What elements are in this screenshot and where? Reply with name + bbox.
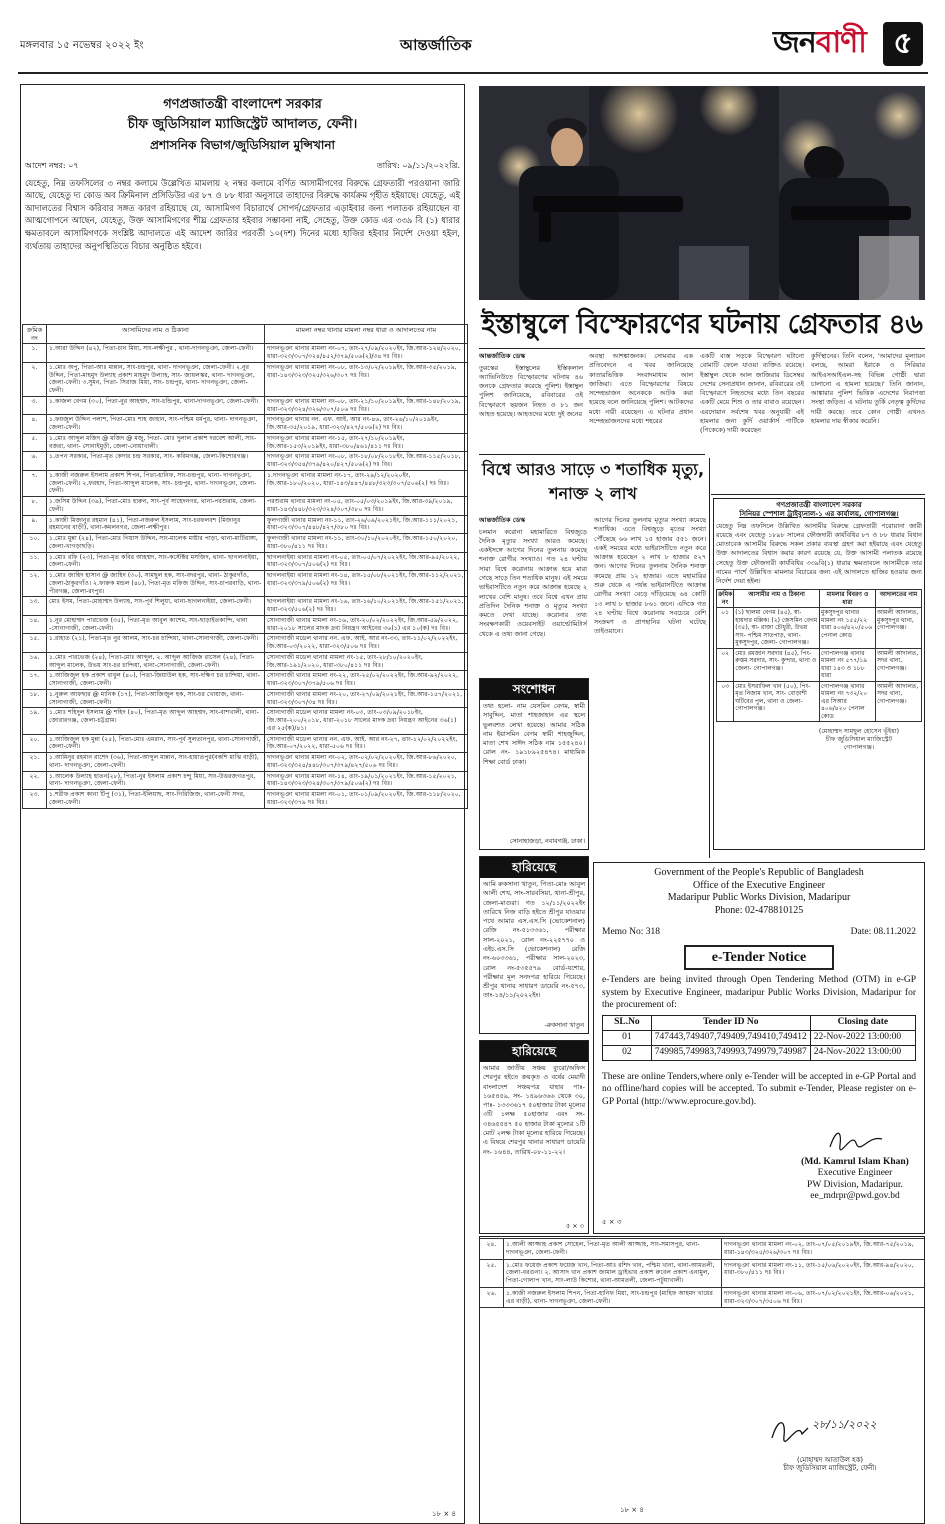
headline-istanbul: ইস্তাম্বুলে বিস্ফোরণের ঘটনায় গ্রেফতার ৪৬ [481, 309, 923, 340]
e-tender-notice [593, 862, 925, 1234]
col-header-case: মামলা নম্বর থানার মামলা নম্বর ধারা ও আদালতের নাম [265, 325, 468, 344]
accused-row-cell: ১৬. [23, 652, 47, 671]
accused-row-cell: ৭. [23, 470, 47, 496]
gopalganj-col-header: মামলার বিবরণ ও ধারা [820, 590, 876, 608]
accused-row-cell: ১.মোঃ মুন্না (২৪), পিতা-মোঃ গিয়াস উদ্দিন, সাং-মালেক মাষ্টার পাড়া, থানা-মাটিরাঙ্গা, জেলা-খাগড়াছড়ি। [47, 534, 265, 553]
accused-row-cell: দাগনভূঞা থানার মামলা নং-০৮, তাং-২১/১০/২০১৯ইং, জি.আর-১৪৮/২০১৯, ধারা-৩২৩/৩২৪/৩২৬/৩০৭/৫০৬ দঃ বিঃ। [265, 396, 468, 415]
accused-row-cell: ছাগলনাইয়া থানার মামলা নং-১৪, তাং-১৫/০৮/২০২১ইং, জি.আর-১১২/২০২১, ধারা-৩২৩/৩৭৯/৫০৬(২) দঃ বিঃ। [265, 571, 468, 597]
accused-row [23, 771, 468, 790]
tender-row-cell: 749985,749983,749993,749979,749987 [651, 1046, 810, 1061]
tender-intro: e-Tenders are being invited through Open Tendering Method (OTM) in e-GP system by Executive Engineer, madaripur Public Works Division, Madaripur for the procurement of: [602, 975, 916, 1011]
tender-signer-office: PW Division, Madaripur. [807, 1179, 903, 1190]
gopalganj-row [717, 608, 922, 649]
court-notice-gopalganj [713, 498, 925, 850]
accused-table-continued [479, 1238, 925, 1308]
accused-row-cell: ১.আজিজুল হক মুন্না (২৫), পিতা-মোঃ এমরান, সাং-পূর্ব সুলতানপুর, থানা-সোনাগাজী, জেলা-ফেনী। [47, 734, 265, 753]
accused-row-cell: ফুলগাজী থানার মামলা নং-১১, তাং-২৬/০৯/২০২১ইং, জি.আর-১১১/২০২১, ধারা-৩২৩/৩০৭/৪৪৮/৪২৭/৩৮০ দঃ বিঃ। [265, 515, 468, 534]
accused-row-cell: দাগনভূঞা থানার মামলা নং-০৮, তাং-১৩/০২/২০১৯ইং, জি.আর-৩৫/২০১৯, ধারা-১৪৩/৩২৩/৩২৫/৩২৬/৩০৭ দঃ বিঃ। [265, 362, 468, 396]
accused-row-cell: দাগনভূঞা থানার মামলা নং-০৭, তাং-২৭/০৯/২০২০ইং, জি.আর-১২৪/২০২০, ধারা-৩২৩/৩০৭/৩২৪/৪৫২/৩৭৯/৫০৬(২)/৩৪ দঃ বিঃ। [265, 344, 468, 363]
correction-signer: সোনাহাজড়া, নবাবগঞ্জ, ঢাকা। [509, 838, 585, 846]
gopalganj-row-cell: আমলী আদালত, সদর থানা, গোপালগঞ্জ। [876, 681, 922, 722]
tender-signer-email: ee_mdrpr@pwd.gov.bd [810, 1191, 900, 1202]
story1-col-1 [479, 352, 583, 419]
tender-row-cell: 22-Nov-2022 13:00:00 [810, 1031, 915, 1046]
accused-row-cell: ২৬. [480, 1287, 504, 1308]
gopalganj-col-header: ক্রমিক নং [718, 591, 733, 606]
gopalganj-row [717, 681, 922, 722]
accused-row-cell: ১.মোঃ অপু, পিতা-আঃ মান্নান, সাং-চন্দ্রপুর, থানা- দাগনভূঞা, জেলা-ফেনী। ২.নুর উদ্দিন, পিতা-মাহমুদ উল্যাহ প্রকাশ মাহমুদ উল্যাহ, সাং- জায়লস্কর, থানা- দাগনভূঞা, জেলা-ফেনী। ৩.সুমন, পিতা- সিরাজ মিয়া, সাং- চন্দ্রপুর, থানা- দাগনভূঞা, জেলা-ফেনী। [47, 362, 265, 396]
accused-row-cell: ১.নুর মোহাম্মদ পারভেজ (৩৫), পিতা-মৃত আবুল কাশেম, সাং-ছাড়াইতকান্দি, থানা -সোনাগাজী, জেলা-ফেনী। [47, 615, 265, 634]
accused-row [480, 1239, 925, 1260]
lost-1-text: আমি রুকসানা খাতুন, পিতা-মোঃ আবুল আলী শেখ, সাং-সারবসিয়া, থানা-শ্রীপুর, জেলা-মাগুরা। গত ১২/১১/২০২২ইং তারিখে নিজ বাড়ি হইতে শ্রীপুর যাওয়ার পথে আমার এস.এস.সি (ভোকেশনাল) রেজি নং-৫১৩৩৬১, পরীক্ষার সাল-২০২১, রোল নং-২২৫৭৭০ ও এইচ.এস.সি (ভোকেশনাল) রেজি নং-৬০৩৩৬১, পরীক্ষার সাল-২০২৩, রোল নং-৫৩৫৫৭৯ বোর্ড-যশোর, পরীক্ষার মূল সনদপত্র হারিয়ে গিয়েছে। শ্রীপুর থানার সাধারণ ডায়েরি নং-৫৭৩, তাং-১৪/১১/২০২২ইং। [483, 880, 585, 1000]
col-header-serial: ক্রমিক নং [23, 325, 47, 344]
accused-row-cell: দাগনভূঞা থানার মামলা নং-১১, তাং-১৫/০৬/২০২০ইং, জি.আর-৯৪/২০২০, ধারা-৩৮০/৪১১ দঃ বিঃ। [722, 1259, 925, 1287]
accused-row-cell: পরশুরাম থানার মামলা নং-০৫, তাং-০৫/০৩/২০১৯ইং, জি.আর-৩৯/২০১৯, ধারা-১৪৩/৪৪৮/৩২৩/৩২৪/৩০৭/৩৮০ দঃ বিঃ। [265, 497, 468, 516]
accused-row-cell: সোনাগাজী মডেল থানার নন. এফ. আই. আর নং-২৭, তাং-১২/০২/২০২২ইং, জি.আর-০৭/২০২২, ধারা-৫০৬ দঃ বিঃ। [265, 734, 468, 753]
accused-row-cell: ১.রাহাত (২১), পিতা-মৃত নুর আলম, সাং-চর চান্দিয়া, থানা-সোনাগাজী, জেলা-ফেনী। [47, 634, 265, 653]
accused-row [23, 552, 468, 571]
accused-row-cell: ১৮. [23, 689, 47, 708]
accused-row-cell: ৫. [23, 433, 47, 452]
story1-dateline: আন্তর্জাতিক ডেস্ক [479, 352, 526, 360]
accused-row-cell: দাগনভূঞা থানার মামলা নং-০১, তাং-০১/০৯/২০২০ইং, জি.আর-১১৮/২০২০, ধারা-৩২৩/৩৭৯ দঃ বিঃ। [265, 790, 468, 809]
accused-row [23, 790, 468, 809]
photo-illustration [479, 86, 925, 300]
accused-row-cell: ১.ফয়জুল উদ্দিন পলাশ, পিতা-মোঃ শাহ জাহান, সাং-পশ্চিম ধর্মপুর, থানা- দাগনভূঞা, জেলা-ফেনী। [47, 415, 265, 434]
order-date: তারিখ: ০৯/১১/২০২২খ্রি. [376, 160, 460, 170]
accused-row-cell: ১৯. [23, 708, 47, 734]
accused-row-cell: দাগনভূঞা থানার মামলা নং-০২, তাং-০২/০২/২০২০ইং, জি.আর-৮৬/২০২০, ধারা-৩২৩/৩২৪/৪৪৮/৩০৭/৩৭৯/৪২৭/৫০৬ দঃ বিঃ। [265, 753, 468, 772]
tender-line-4: Phone: 02-478810125 [714, 904, 804, 916]
accused-row-cell: ১.শরীফ প্রকাশ কানা টিপু (৩১), পিতা-ইলিয়াছ, সাং-গিরিজিজ, থানা-ফেনী সদর, জেলা-ফেনী। [47, 790, 265, 809]
accused-row [23, 362, 468, 396]
accused-row [480, 1259, 925, 1287]
accused-row-cell: ১.আজিজুল হক প্রকাশ বাবুল (৪০), পিতা-জিয়াউল হক, সাং-দক্ষিণ চর চান্দিয়া, থানা-সোনাগাজী, জেলা-ফেনী। [47, 671, 265, 690]
accused-row-cell: ছাগলনাইয়া থানার মামলা নং-১৬, তাং-১৬/১০/২০২১ইং, জি.আর-১৫১/২০২১, ধারা-৩২৩/৫০৬(২) দঃ বিঃ। [265, 597, 468, 616]
accused-row-cell: দাগনভূঞা থানার মামলা নং-০৮, তাং-১৮/০৮/২০১৮ইং, জি.আর-১১৫/২০১৮, ধারা-৩২৩/৩৫৪/৩৭৯/৪২০/৪২৭/৫০৬(২) দঃ বিঃ। [265, 452, 468, 471]
accused-row-cell: ১.কাজী নজরুল ইসলাম শিপন, পিতা-হানিফ মিয়া, সাং-চন্দ্রপুর (মাহিফ আহমদ খায়ের এর বাড়ী), থানা- দাগনভূঞা, জেলা-ফেনী। [504, 1287, 722, 1308]
tender-signer-title: Executive Engineer [817, 1168, 893, 1179]
accused-row-cell: ২২. [23, 771, 47, 790]
tender-date: Date: 08.11.2022 [850, 927, 916, 937]
story2-col-1 [479, 516, 587, 639]
tender-line-1: Government of the People's Republic of Bangladesh [654, 867, 864, 878]
tender-row-cell: 01 [603, 1031, 652, 1046]
story1-col-2: অবস্থা আশঙ্কাজনক। সোমবার এক প্রতিবেদনে এ খবর জানিয়েছে কাতারভিত্তিক সংবাদমাধ্যম আল জাজিরা। এতে বিস্ফোরণের বিষয়ে সন্দেহভাজন অনেককে আটক করা হয়েছে বলে জানিয়েছে পুলিশ। আটকদের মধ্যে নারী রয়েছেন। এ ঘটনার প্রধান সন্দেহভাজনদের মধ্যে শহরের [589, 352, 693, 425]
accused-row-cell: দাগনভূঞা থানার মামলা নং-১৪, তাং-১৯/০১/২০২১ইং, জি.আর-১৫/২০২১, ধারা-১৪৩/৩২৩/৩২৪/৩০৭/৩৭৯/৫০৬(২) দঃ বিঃ। [265, 771, 468, 790]
accused-row [23, 344, 468, 363]
accused-row-cell: সোনাগাজী থানার মামলা নং-২২, তাং-২৫/০২/২০২২ইং, জি.আর-৯২/২০২২, ধারা-৩২৩/৩০৭/৩৭৯/৫০৬ দঃ বিঃ। [265, 671, 468, 690]
signature-date: ২৮/১১/২০২২ [812, 1418, 877, 1431]
tender-table [602, 1015, 916, 1061]
tender-title: e-Tender Notice [684, 945, 834, 971]
gopalganj-row-cell: গোপালগঞ্জ থানার মামলা নং ৫৭৭/১৯ ধারা ১৪৩ ও ১৮৮ ধারা [820, 648, 876, 681]
gopalganj-row-cell: গোপালগঞ্জ থানার মামলা নং ৭৩২/২০ এর সিআর ৪০৬/৪২০ পেনাল কোড [820, 681, 876, 722]
gopalganj-signer-place: গোপালগঞ্জ। [843, 743, 875, 751]
story2-text-1: চলমান করোনা মহামারিতে বিশ্বজুড়ে দৈনিক মৃত্যুর সংখ্যা আরও কমেছে। একইসঙ্গে আগের দিনের তুলনায় কমেছে শনাক্ত রোগীর সংখ্যাও। গত ২৪ ঘণ্টায় সারা বিশ্বে করোনায় আক্রান্ত হয়ে মারা গেছে সাড়ে তিন শতাধিক মানুষ। এই সময়ে ভাইরাসটিতে নতুন করে আক্রান্ত হয়েছে ২ লাখের বেশি মানুষ। তবে বিশ্বে এখন প্রায় প্রতিদিন দৈনিক শনাক্ত ও মৃত্যুর সংখ্যা কমতে দেখা যাচ্ছে। করোনার তথ্য সংরক্ষণকারী ওয়েবসাইট ওয়ার্ল্ডোমিটার্স থেকে এ তথ্য জানা গেছে। [479, 527, 587, 638]
gopalganj-line-1: গণপ্রজাতন্ত্রী বাংলাদেশ সরকার [776, 501, 862, 509]
accused-row-cell: ১.আরা উদ্দিন (৪২), পিতা-চান মিয়া, সাং-লক্ষীপুর , থানা-দাগনভূঞা, জেলা-ফেনী। [47, 344, 265, 363]
accused-row [23, 571, 468, 597]
accused-row-cell: ১৪. [23, 615, 47, 634]
news-photo-istanbul-police [479, 86, 925, 300]
right-size: ১৮ × ৪ [620, 1506, 644, 1514]
lost-1-signer: -রুকসানা খাতুন [544, 1022, 584, 1030]
gopalganj-row-cell: ০১ [717, 608, 734, 649]
section-title: আন্তর্জাতিক [400, 36, 472, 54]
accused-table [22, 324, 468, 809]
accused-row [23, 734, 468, 753]
tender-col-header: Closing date [810, 1016, 915, 1031]
accused-row [23, 534, 468, 553]
gopalganj-table [716, 589, 922, 722]
accused-row-cell: ৮. [23, 497, 47, 516]
lost-2-size: ৫ × ৩ [565, 1221, 584, 1230]
tender-row [603, 1046, 916, 1061]
order-number: আদেশ নম্বর: ০৭ [25, 160, 79, 170]
story1-col-4: কুর্দিস্থানের। তিনি বলেন, 'আমাদের মূল্যায়ন বলছে, আমরা ইরাকে ও সিরিয়ার আইএসআইএল-সহ বিভিন্ন গোষ্ঠী দ্বারা চালানো এ হামলা হয়েছে।' তিনি জানান, আঙ্কারার পুলিশ ভিত্তিক এদেশের নিরাপত্তা সংস্থা জড়িত। এ ঘটনায় তুর্কি নেতৃত্ব কুর্দিদের দায়ী করছে। তবে কোন গোষ্ঠী এখনও হামলার দায় স্বীকার করেনি। [811, 352, 925, 425]
accused-row [23, 396, 468, 415]
cjm-name: (মোহাম্মদ আতাউল হক) [797, 1456, 863, 1464]
notice-line-1: গণপ্রজাতন্ত্রী বাংলাদেশ সরকার [163, 97, 322, 112]
correction-box [479, 678, 589, 850]
accused-row [480, 1287, 925, 1308]
lost-1-title: হারিয়েছে [480, 857, 588, 878]
accused-row [23, 708, 468, 734]
accused-row-cell: ২৪. [480, 1239, 504, 1260]
accused-row [23, 433, 468, 452]
accused-row-cell: ১.আলী আজ্জাহ প্রকাশ সোহেল, পিতা-মৃত আলী আজ্জাহ, সাং-সমাসপুর, থানা-দাগনভূঞা, জেলা-ফেনী। [504, 1239, 722, 1260]
accused-row-cell: ১.মোঃ পারভেজ (২৪), পিতা-মোঃ আব্দুল, ২. আব্দুল আজিজ রাসেল (২৪), পিতা-আব্দুল মালেক, উভয় সাং-চর চান্দিয়া, থানা-সোনাগাজী, জেলা-ফেনী। [47, 652, 265, 671]
gopalganj-col-header: আদালতের নাম [876, 590, 922, 608]
tender-row [603, 1031, 916, 1046]
gopalganj-row-cell: আমলী আদালত, সদর থানা, গোপালগঞ্জ। [876, 648, 922, 681]
gopalganj-line-2: সিনিয়র স্পেশাল ট্রাইব্যুনাল-১ এর কার্যালয়, গোপালগঞ্জ। [739, 509, 899, 518]
accused-row-cell: ১.মোঃ ফয়েজ প্রকাশ ফয়েজ খান, পিতা-আঃ রশিদ খান, পশ্চিম খানা, থানা-আমতলী, জেলা-বরগুনা। ২. আসাদ খান প্রকাশ জামাল ড্রাইভার প্রকাশ রুবেল প্রকাশ এনামুল, পিতা-গোলাপ খান, সাং-লাউ কিশোর, থানা-আমতলী, জেলা-পটুয়াখালী। [504, 1259, 722, 1287]
accused-row [23, 753, 468, 772]
gopalganj-row-cell: মোঃ ইসরাফিল খান (৫০), পিং- মৃত নিজাম খান, সাং- বোড়াশী ঘটিবের পুল, থানা ও জেলা- গোপালগঞ্জ। [734, 681, 820, 722]
accused-row-cell: ১২. [23, 571, 47, 597]
accused-row-cell: ২৫. [480, 1259, 504, 1287]
accused-row-cell: ১.মোঃ শহিদুল ইসলাম @ শহিদ (৪০), পিতা-মৃত আব্দুল আহম্মদ, সাং-বাশখালী, থানা-জোরারগঞ্জ, জেলা-চট্টগ্রাম। [47, 708, 265, 734]
accused-row-cell: ২. [23, 362, 47, 396]
accused-row-cell: ২১. [23, 753, 47, 772]
accused-row-cell: ৪. [23, 415, 47, 434]
gopalganj-col-header: আসামীর নাম ও ঠিকানা [734, 590, 820, 608]
tender-row-cell: 747443,749407,749409,749410,749412 [651, 1031, 810, 1046]
accused-row-cell: ১.জসিম উদ্দিন (৩৯), পিতা-মোঃ হারুন, সাং-পূর্ব সাহেদনগর, থানা-পরশুরাম, জেলা-ফেনী। [47, 497, 265, 516]
accused-row-cell: ফুলগাজী থানার মামলা নং-১১, তাং-৩০/১০/২০২০ইং, জি.আর-১৫০/২০২০, ধারা-৩৮০/৪১১ দঃ বিঃ। [265, 534, 468, 553]
accused-row-cell: ১৫. [23, 634, 47, 653]
page-number: ৫ [883, 22, 923, 66]
header-date: মঙ্গলবার ১৫ নভেম্বর ২০২২ ইং [20, 40, 144, 51]
accused-row-cell: ছাগলনাইয়া থানার মামলা নং-০৫, তাং-০৫/০৭/২০২২ইং, জি.আর-৯৫/২০২২, ধারা-৩২৩/৩০৭/৫০৬(২) দঃ বিঃ। [265, 552, 468, 571]
tender-memo: Memo No: 318 [602, 927, 661, 937]
accused-row-cell: ১.মোঃ আব্দুল মজিদ @ মজিদ @ মজু, পিতা- মোঃ দুলাল প্রকাশ দরবেশ আলী, সাং- বজরা, থানা- সোনাইমুড়ী, জেলা-নোয়াখালী। [47, 433, 265, 452]
accused-row-cell: ১.কাজল বেগম (৩০), পিতা-নুর আহম্মদ, সাং-চন্ডিপুর, থানা-দাগনভূঞা, জেলা-ফেনী। [47, 396, 265, 415]
accused-row-cell: দাগনভূঞা থানার মামলা নং-০৬, তাং-০৭/০২/২০২১ইং, জি.আর-০৬/২০২১, ধারা-৩২৩/৩০৭/৩৫০৬ দঃ বিঃ। [722, 1287, 925, 1308]
cjm-title: চীফ জুডিসিয়াল ম্যাজিস্ট্রেট, ফেনী। [783, 1464, 877, 1473]
col-header-accused: আসামিদের নাম ও ঠিকানা [47, 325, 265, 344]
lost-notice-1 [479, 856, 589, 1034]
tender-col-header: SL.No [603, 1016, 652, 1031]
gopalganj-row [717, 648, 922, 681]
tender-row-cell: 02 [603, 1046, 652, 1061]
newspaper-logo [773, 22, 923, 68]
gopalganj-row-cell: ০২ [717, 648, 734, 681]
story1-text-1: তুরস্কের ইস্তাম্বুলের ইস্তিকলাল অ্যাভিনিউতে বিস্ফোরণের ঘটনায় ৪৬ জনকে গ্রেফতার করেছে পুলিশ। ইস্তাম্বুল পুলিশ জানিয়েছে, রবিবারের ওই বিস্ফোরণে ছয়জন নিহত ও ৮১ জন আহত হয়েছে। আহতদের মধ্যে দুই জনের [479, 363, 583, 418]
gopalganj-row-cell: আমলী আদালত, মুকসুদপুর থানা, গোপালগঞ্জ। [876, 608, 922, 649]
tender-line-3: Madaripur Public Works Division, Madaripur [667, 892, 851, 903]
tender-note: These are online Tenders,where only e-Tender will be accepted in e-GP Portal and no offline/hard copies will be accepted. To submit e-Tender, Please register on e-GP Portal (http://www.eprocure.gov.bd). [602, 1072, 916, 1107]
notice-line-3: প্রশাসনিক বিভাগ/জুডিসিয়াল মুন্সিখানা [150, 137, 335, 152]
notice-line-2: চীফ জুডিসিয়াল ম্যাজিস্ট্রেট আদালত, ফেনী। [127, 117, 358, 133]
accused-row-cell: ২৩. [23, 790, 47, 809]
tender-size: ৫ × ৩ [602, 1218, 622, 1227]
accused-row [23, 415, 468, 434]
accused-row-cell: দাগনভূঞা থানার মামলা নং-০২, তাং-০৭/০৫/২০১৯ইং, জি.আর-৭৫/২০১৯, ধারা-১৪৩/৩২৫/৩২৬/৩০৭ দঃ বিঃ। [722, 1239, 925, 1260]
correction-title: সংশোধন [480, 679, 588, 700]
accused-row-cell: ১.কাজী মিজানুর রহমান (৪১), পিতা-নজরুল ইসলাম, সাং-চরফলবশ (মিজানুর রহমানের বাড়ী), থানা-কমলনগর, জেলা-লক্ষীপুর। [47, 515, 265, 534]
story1-col-3: একটি ব্যস্ত সড়কে বিস্ফোরণ ঘটানো বোমাটি ফেলে যাওয়া ব্যক্তিও রয়েছে। ইস্তাম্বুল থেকে আল জাজিরার ডিসেম্বর দেশের সেনাপ্রধান জানান, রবিবারের ওই বিস্ফোরণে নিহতদের মধ্যে তিন বছরের একটি মেয়ে শিশু ও তার বাবাও রয়েছেন। এরদোয়ান সর্বশেষ খবর অনুযায়ী এই হামলার জন্য কুর্দি ওয়ার্কার্স পার্টিকে (পিকেকে) দায়ী করেছেন [700, 352, 804, 435]
accused-row-cell: ১.আমিনুর রহমান রাশেদ (৩৬), পিতা-আব্দুল মান্নান, সাং-হায়াতপুর(বকশি মাঝি বাড়ী), থানা- দাগনভূঞা, জেলা-ফেনী। [47, 753, 265, 772]
story2-col-2: আগের দিনের তুলনায় মৃত্যুর সংখ্যা কমেছে শতাধিক। এতে বিশ্বজুড়ে মৃতের সংখ্যা পৌঁছেছে ৬৬ লাখ ১৫ হাজার ৫৫১ জনে। একই সময়ের মধ্যে ভাইরাসটিতে নতুন করে আক্রান্ত হয়েছেন ২ লাখ ৮ হাজার ৫২৭ জন। আগের দিনের তুলনায় দৈনিক শনাক্ত কমেছে প্রায় ১২ হাজার। এতে মহামারির শুরু থেকে এ পর্যন্ত ভাইরাসটিতে আক্রান্ত রোগীর সংখ্যা বেড়ে দাঁড়িয়েছে ৬৪ কোটি ১৩ লাখ ৮ হাজার ৮৬১ জনে। এদিকে গত ২৪ ঘণ্টায় বিশ্বে করোনায় সবচেয়ে বেশি সংক্রমণ ও প্রাণহানির ঘটনা ঘটেছে তাইওয়ানে। [594, 516, 706, 636]
accused-row-cell: ১.মোঃ রফি (২৩), পিতা-মৃত কবির আহম্মদ, সাং-কস্টেক্টর মসজিদ, থানা- ছাগলনাইয়া, জেলা-ফেনী। [47, 552, 265, 571]
logo-word-a: জন [773, 25, 816, 60]
lost-2-title: হারিয়েছে [480, 1041, 588, 1062]
accused-row-cell: ১০. [23, 534, 47, 553]
accused-row-cell: সোনাগাজী থানার মামলা নং-২০, তাং-২৭/০৯/২০২১ইং, জি.আর-১৫৭/২০২১, ধারা-৩২৩/৩০৭/৩৪ দঃ বিঃ। [265, 689, 468, 708]
story2-dateline: আন্তর্জাতিক ডেস্ক [479, 516, 526, 524]
accused-row-cell: ১.আলেক উল্যাহ হাতন(২৮), পিতা-নুর ইসলাম প্রকাশ চন্দু মিয়া, সাং-উত্তরজগতপুর, থানা- দাগনভূঞা, জেলা-ফেনী। [47, 771, 265, 790]
notice-body: যেহেতু, নিম্ন তফসিলের ৩ নম্বর কলামে উল্লেখিত মামলায় ২ নম্বর কলামে বর্ণিত আসামীগণের বিরুদ্ধে গ্রেফতারী পরওয়ানা জারি আছে, যেহেতু দ্য কোড অব ক্রিমিনাল প্রসিডিউর এর ৮৭ ও ৮৮ ধারা অনুসারে তাহাদের বিরুদ্ধে কার্যক্রম গৃহীত হইয়াছে। যেহেতু, এই আদালতের বিশ্বাস করিবার সঙ্গত কারণ রহিয়াছে যে, আসামিগণ বিচারার্থে সোপর্দ/গ্রেফতার এড়াইবার জন্য পলাতক রহিয়াছেন বা আত্মগোপনে আছেন, যেহেতু, উক্ত আসামিগণের শীঘ্র গ্রেফতার হইবার সম্ভাবনা নাই, সেহেতু, উক্ত কোড এর ৩৩৯ বি (১) ধারার ক্ষমতাবলে আসামিগণকে সংশ্লিষ্ট আদালতে এই আদেশ জারির পরবর্তী ১০(দশ) দিনের মধ্যে হাজির হইবার নির্দেশ দেওয়া হইল, ব্যর্থতায় তাহাদের অনুপস্থিতিতে বিচার অনুষ্ঠিত হইবে। [25, 177, 460, 251]
accused-row [23, 452, 468, 471]
accused-row-cell: সোনাগাজী থানার মামলা নং-১৬, তাং-২০/০২/২০২২ইং, জি.আর-৫৯/২০২২, ধারা-২০১৮ সালের মাদক দ্রব্য নিয়ন্ত্রণ আইনের ৩৬(১) এর ১০(ক) দঃ বিঃ। [265, 615, 468, 634]
accused-row-cell: ১.কাজী নজরুল ইসলাম প্রকাশ শিপন, পিতা-হানিফ, সাং-চন্দ্রপুর, থানা- দাগনভূঞা, জেলা-ফেনী। ২.ফরহাদ, পিতা-আব্দুল মালেক, সাং- চন্দ্রপুর, থানা- দাগনভূঞা, জেলা-ফেনী। [47, 470, 265, 496]
accused-row [23, 470, 468, 496]
accused-row-cell: ১.মোঃ জাহিদ হাসান @ জাহিদ (৩০), সামছুল হক, সাং-বদরপুর, থানা- ঠাকুরগাঁও, জেলা-ঠাকুরগাঁও। ২.ফারুক মন্ডল (৪৮), পিতা-মৃত মফিজ উদ্দিন, সাং-চাপরবাড়ি, থানা-পীরগঞ্জ, জেলা-রংপুর। [47, 571, 265, 597]
gopalganj-body: যেহেতু নিম্ন তফসিলে উল্লিখিত আসামীর বিরুদ্ধে গ্রেফতারী পরোয়ানা জারী রয়েছে এবং যেহেতু ১৮৯৮ সালের ফৌজদারী কার্যবিধির ৮৭ ও ৮৮ ধারার বিধান মোতাবেক আসামীর বিরুদ্ধে সকল প্রকার ব্যবস্থা গ্রহণ করা হইয়াছে এবং যেহেতু উক্ত আদালতের বিশ্বাস করার কারণ রয়েছে যে, উক্ত আসামী পলাতক রয়েছে সেহেতু উক্ত ফৌজদারী কার্যবিধির ৩৩৯বি(১) ধারার ক্ষমতাবলে আসামীকে তার নামের পার্শে উল্লিখিত মামলার বিচারের জন্য এই আদালতে হাজির হওয়ার জন্য নির্দেশ দেয়া হইল। [716, 521, 922, 586]
correction-text: তথ্য হলো- নাম যেসমিন বেগম, স্বামী সাবুদ্দিন, মাতা শাহজাহান এর স্থলে ভুলবশত লেখা হয়েছে। আমার সঠিক নাম ইয়াসমিন বেগম স্বামী শাহজুদ্দিন, মাতা শেখ সাঈদ সঠিক নাম ১৫৫২৪০। রোল নং- ১৯১৮৯২৫৪৭৪। মাধ্যমিক শিক্ষা বোর্ড ঢাকা। [483, 702, 585, 766]
accused-row [23, 497, 468, 516]
accused-row-cell: ১১. [23, 552, 47, 571]
gopalganj-row-cell: মুকসুদপুর থানার মামলা নং ১৫৫/২২ ধারা ৪০৬/৪২০/৫০৬ পেনাল কোড [820, 608, 876, 649]
gopalganj-row-cell: (১) ছালমা বেগম (৪৫), স্বা- হায়দার মল্লিক। (২) জেসমিন বেগম (৩৫), স্বা- রাজা চৌধুরী, উভয় সাং- পশ্চিম সাতপাড়, থানা- মুকসুদপুর, জেলা- গোপালগঞ্জ। [734, 608, 820, 649]
ad-size: ১৮ × ৪ [432, 1510, 456, 1519]
accused-row-cell: সোনাগাজী মডেল থানার মামলা নং-০৩, তাং-০৩/০৯/২০১৮ইং, জি.আর-২০০/২০১৮, ধারা-২০১৮ সালের মাদক দ্রব্য নিয়ন্ত্রণ আইনের ৩৬(১) এর ২৫(ক)/৪১। [265, 708, 468, 734]
accused-row-cell: ৩. [23, 396, 47, 415]
accused-row [23, 615, 468, 634]
accused-row-cell: ১৭. [23, 671, 47, 690]
tender-line-2: Office of the Executive Engineer [693, 879, 825, 891]
lost-notice-2 [479, 1040, 589, 1234]
accused-row-cell: ১৩. [23, 597, 47, 616]
accused-row [23, 689, 468, 708]
tender-col-header: Tender ID No [651, 1016, 810, 1031]
gopalganj-signer-title: চীফ জুডিসিয়াল ম্যাজিস্ট্রেট [825, 736, 893, 744]
accused-row-cell: ১.দাগনভূঞা থানার মামলা নং-১৭, তাং-২৯/১২/২০২০ইং, জি.আর-১৮০/২০২০, ধারা-১৪৩/৪৪৭/৪৪৮/৩২৩/৩০৭/৫০৬(২) দঃ বিঃ। [265, 470, 468, 496]
accused-row [23, 515, 468, 534]
gopalganj-row-cell: ০৩ [717, 681, 734, 722]
tender-signature [826, 1125, 886, 1155]
accused-row [23, 597, 468, 616]
accused-row-cell: দাগনভূঞা থানার নন. এফ. আই. আর নং-৪৬, তাং-২৬/১০/২০১৯ইং, জি.আর-৩৫/২০১৯, ধারা-৩২৩/৪২৭/৫০৬(২) দঃ বিঃ। [265, 415, 468, 434]
accused-row [23, 671, 468, 690]
accused-row-cell: ১. [23, 344, 47, 363]
accused-row [23, 634, 468, 653]
accused-row-cell: মোঃ ইসম, পিতা-মোহাম্মদ উল্যাহ, সাং-পূর্ব শিলুয়া, থানা-ছাগলনাইয়া, জেলা-ফেনী। [47, 597, 265, 616]
tender-row-cell: 24-Nov-2022 13:00:00 [810, 1046, 915, 1061]
accused-row [23, 652, 468, 671]
headline-covid: বিশ্বে আরও সাড়ে ৩ শতাধিক মৃত্যু, শনাক্ত ২ লাখ [481, 460, 705, 503]
accused-row-cell: ৯. [23, 515, 47, 534]
accused-row-cell: সোনাগাজী মডেল থানার নন. এফ. আই. আর নং-৩৩, তাং-১১/০২/২০২২ইং, জি.আর-০৩/২০২২, ধারা-৩২৩/৫০৬ দঃ বিঃ। [265, 634, 468, 653]
logo-word-b: বাণী [815, 25, 866, 60]
gopalganj-row-cell: মোঃ রমজান সরদার (৪৫), পিং- রুস্তম সরদার, সাং- কুন্দার, থানা ও জেলা- গোপালগঞ্জ। [734, 648, 820, 681]
gopalganj-signer-name: (মোহাম্মদ সামছুল হোসেন ভূঁইয়া) [818, 728, 900, 736]
accused-row-cell: ১.নুরুল আফছার @ মানিক (১৭), পিতা-আজিজুল হক, সাং-চর খোয়াজ, থানা-সোনাগাজী, জেলা-ফেনী। [47, 689, 265, 708]
accused-row-cell: সোনাগাজী মডেল থানার মামলা নং-১৫, তাং-২৮/১০/২০২০ইং, জি.আর-১৯১/২০২০, ধারা-৩৮০/৪১১ দঃ বিঃ। [265, 652, 468, 671]
lost-2-text: আমার জাতীয় সঞ্চয় ব্যুরো/অফিস শেরপুর হইতে ক্রয়কৃত ও বর্ষের মেয়াদী বাংলাদেশ সঞ্চয়পত্র যাহার পাঃ- ১৬৫৪৫৯, সং- ১৪৯৬৩৬৬ থেকে ৩০, পাঃ- ১৩৩৩৬১৭ ৫০হাজার টাকা মূল্যের ৩টি ১লক্ষ ৫০হাজার এবং সং- ৩৪৬৫৫৪৭ ৫০ হাজার টাকা মূল্যের ১টি মোট ২লক্ষ টাকা মূল্যের হারিয়ে গিয়েছে। এ বিষয়ে শেরপুর থানার সাধারণ ডায়েরি নং- ১৬৪৪, তারিখ-০৮-১১-২২। [483, 1064, 585, 1156]
accused-row-cell: ২০. [23, 734, 47, 753]
accused-row-cell: ৬. [23, 452, 47, 471]
accused-row-cell: দাগনভূঞা থানার মামলা নং-১৫, তাং-২৭/১০/২০১৯ইং, জি.আর-১৫৩/২০১৯ইং, ধারা-৩৮০/৪৬১/৪১১ দঃ বিঃ। [265, 433, 468, 452]
accused-row-cell: ১.তপন সরকার, পিতা-মৃত কেদার চন্দ্র সরকার, সাং- করিমগঞ্জ, জেলা-কিশোরগঞ্জ। [47, 452, 265, 471]
tender-signer-name: (Md. Kamrul Islam Khan) [801, 1157, 909, 1167]
